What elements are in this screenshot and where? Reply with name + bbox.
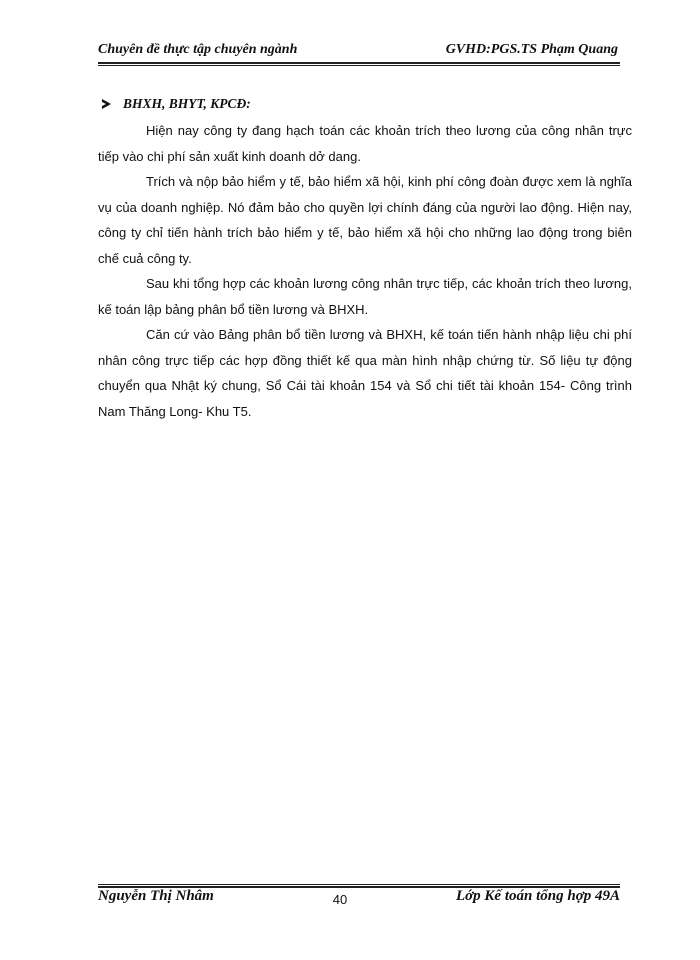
header-advisor: GVHD:PGS.TS Phạm Quang	[445, 42, 618, 57]
header-title: Chuyên đề thực tập chuyên ngành	[98, 42, 298, 57]
header-divider	[98, 62, 620, 66]
arrow-bullet-icon	[102, 99, 111, 109]
section-heading	[102, 94, 632, 114]
footer-class: Lớp Kế toán tổng hợp 49A	[455, 888, 620, 904]
section-heading-text: BHXH, BHYT, KPCĐ:	[123, 96, 251, 111]
page-content	[98, 94, 632, 424]
page-header	[98, 42, 618, 64]
paragraph-1: Hiện nay công ty đang hạch toán các khoản trích theo lương của công nhân trực tiếp vào chi phí sản xuất kinh doanh dở dang.	[98, 123, 632, 164]
paragraph-4: Căn cứ vào Bảng phân bổ tiền lương và BHXH, kế toán tiến hành nhập liệu chi phí nhân công trực tiếp các hợp đồng thiết kế qua màn hình nhập chứng từ. Số liệu tự động chuyển qua Nhật ký chung, Sổ Cái tài khoản 154 và Sổ chi tiết tài khoản 154- Công trình Nam Thăng Long- Khu T5.	[98, 327, 632, 419]
footer-author: Nguyễn Thị Nhâm	[98, 888, 214, 904]
page-number: 40	[332, 892, 348, 907]
paragraph-3: Sau khi tổng hợp các khoản lương công nhân trực tiếp, các khoản trích theo lương, kế toán lập bảng phân bổ tiền lương và BHXH.	[98, 276, 632, 317]
paragraph-2: Trích và nộp bảo hiểm y tế, bảo hiểm xã hội, kinh phí công đoàn được xem là nghĩa vụ của doanh nghiệp. Nó đảm bảo cho quyền lợi chính đáng của người lao động. Hiện nay, công ty chỉ tiến hành trích bảo hiểm y tế, bảo hiểm xã hội cho những lao động trong biên chế cuả công ty.	[98, 174, 632, 266]
